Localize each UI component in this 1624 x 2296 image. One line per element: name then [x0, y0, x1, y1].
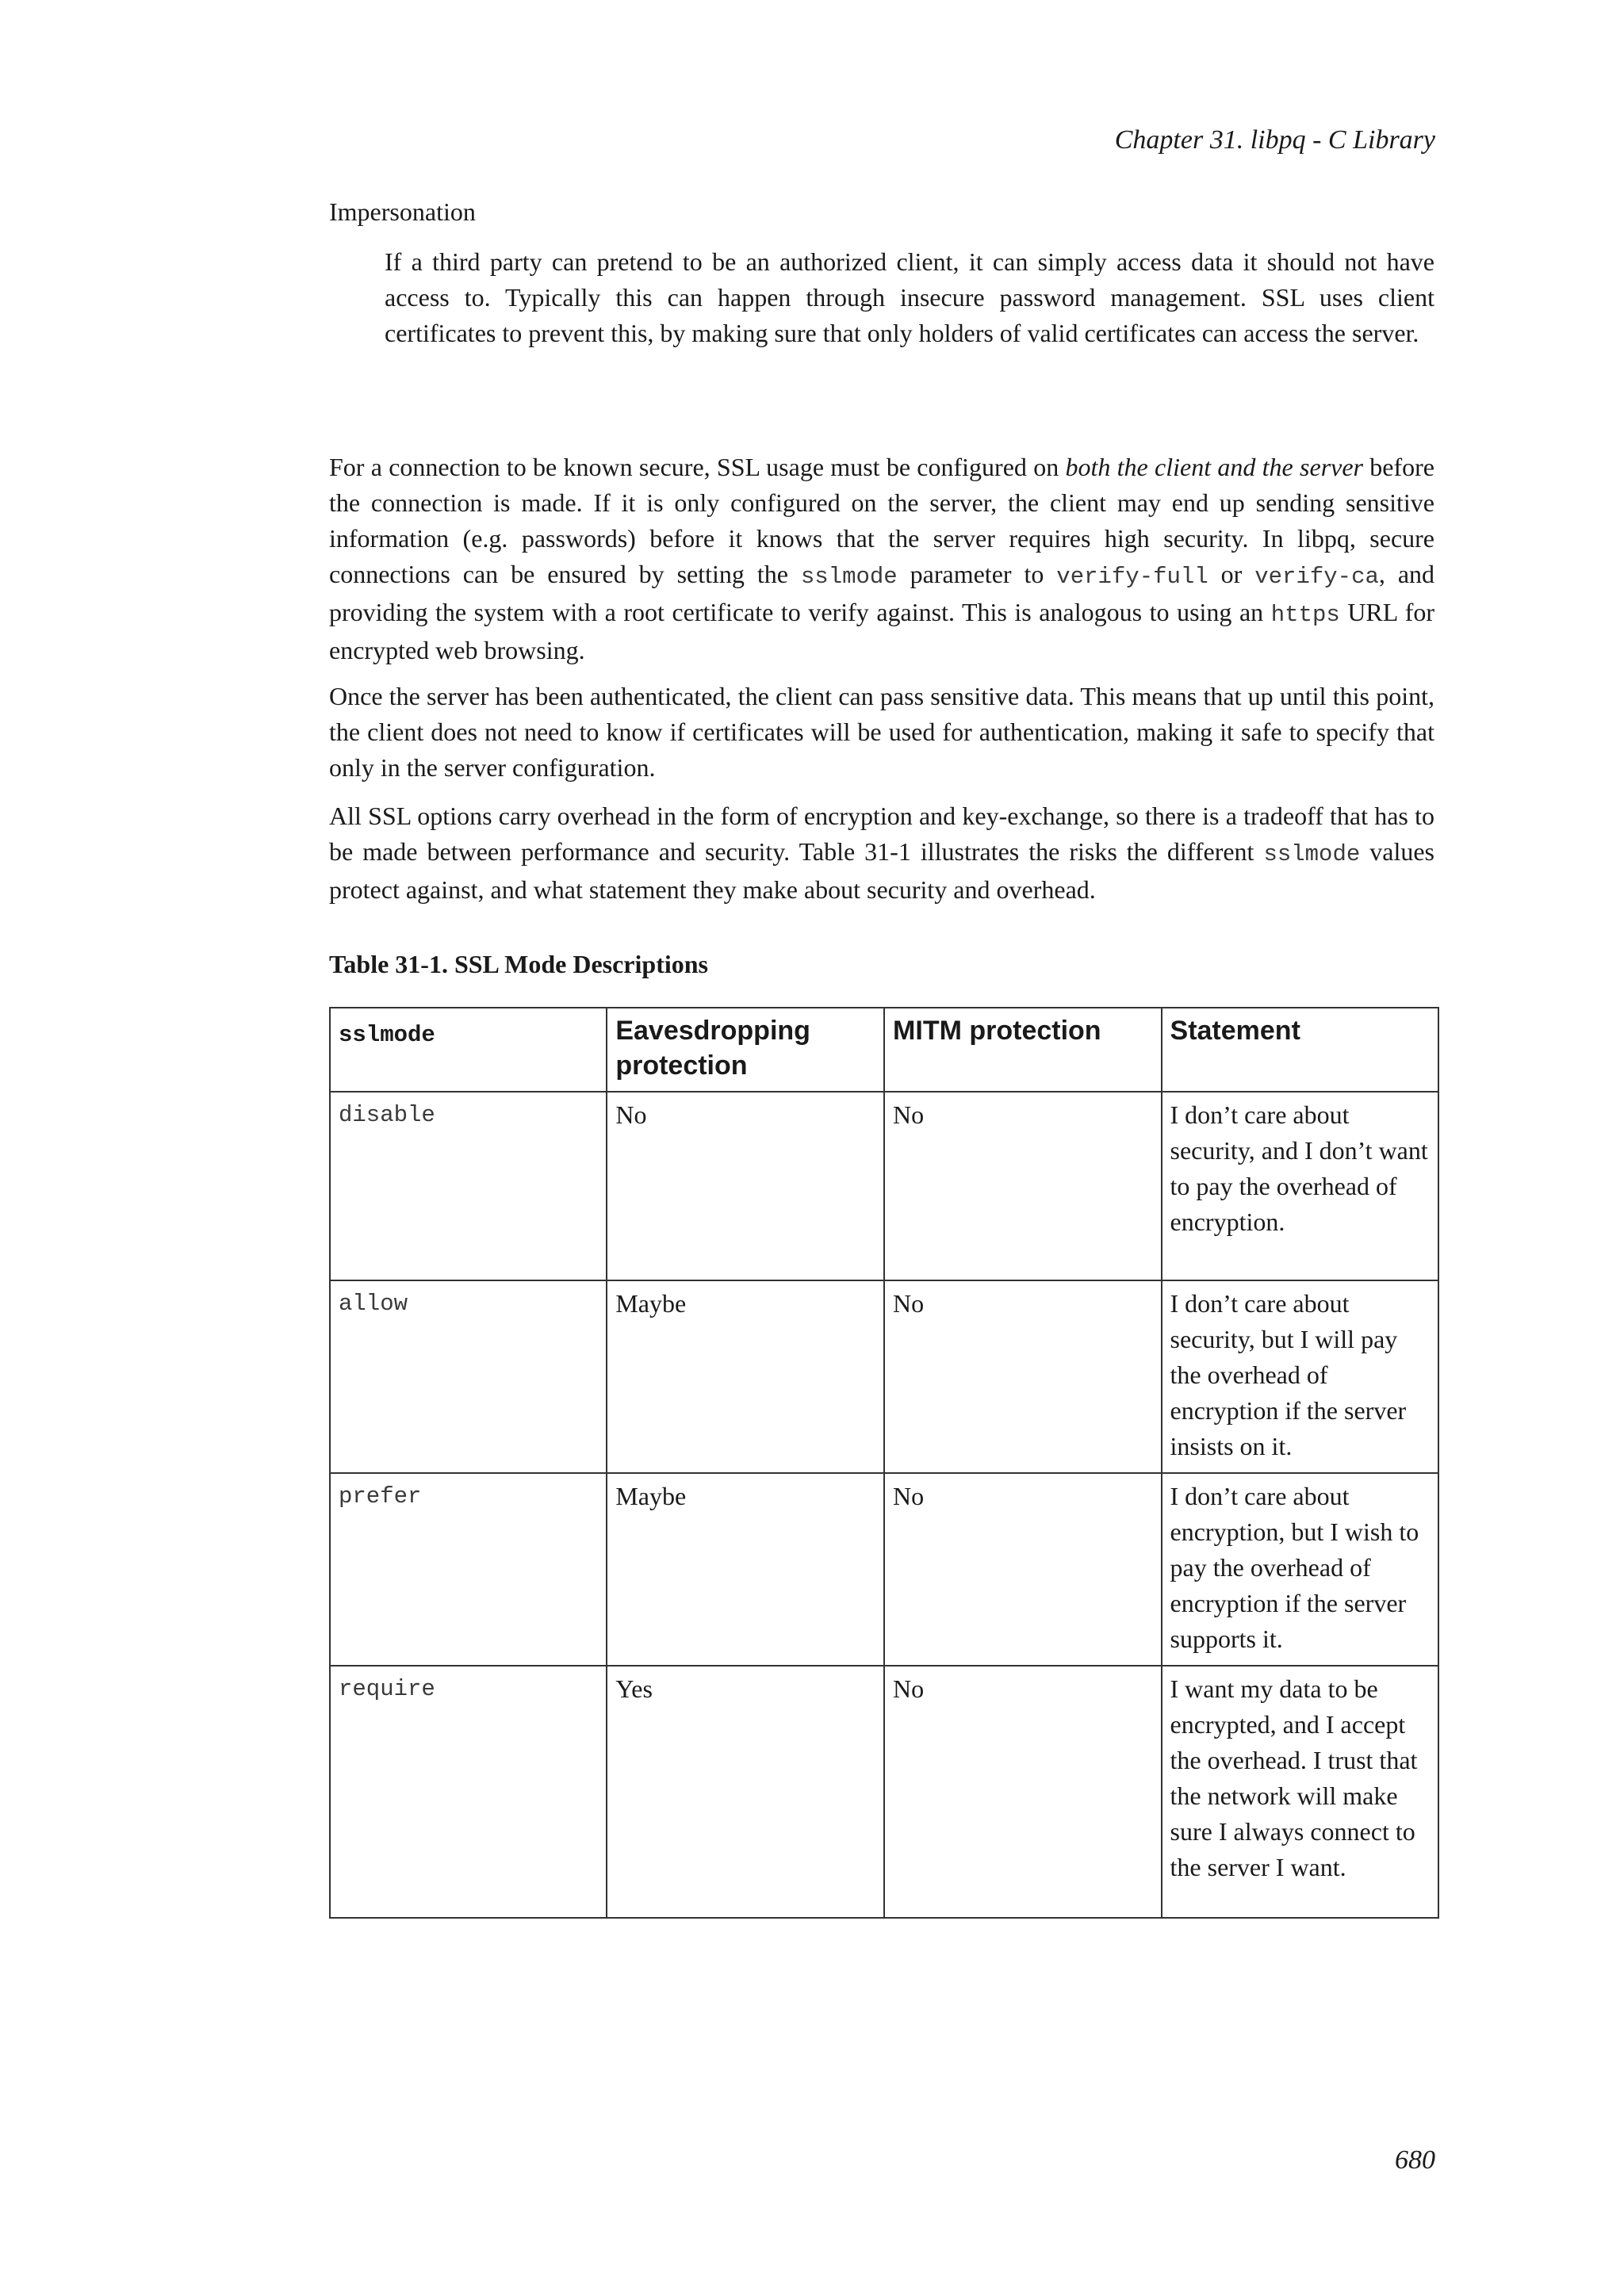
running-header: Chapter 31. libpq - C Library — [1114, 125, 1435, 155]
cell-eavesdropping: Yes — [607, 1666, 884, 1918]
cell-mitm: No — [884, 1280, 1161, 1473]
cell-eavesdropping: No — [607, 1092, 884, 1280]
text-segment: For a connection to be known secure, SSL usage must be configured on — [329, 453, 1066, 481]
table-row — [330, 1473, 1438, 1666]
cell-sslmode: prefer — [330, 1473, 607, 1666]
text-segment: , and providing the system with a root certificate to verify against. This is analogous to using an — [329, 560, 1435, 626]
text-segment: URL for encrypted web browsing. — [329, 598, 1434, 664]
table-header-row — [330, 1008, 1438, 1092]
cell-statement: I don’t care about security, but I will pay the overhead of encryption if the server insists on it. — [1162, 1280, 1438, 1473]
definition-description: If a third party can pretend to be an authorized client, it can simply access data it should not have access to. Typically this can happen through insecure password management. SSL uses client certificates to prevent this, by making sure that only holders of valid certificates can access the server. — [385, 247, 1434, 347]
table-row — [330, 1092, 1438, 1280]
text-segment: parameter to — [897, 560, 1057, 588]
table-title: Table 31-1. SSL Mode Descriptions — [329, 950, 708, 978]
paragraph-ssl-configuration — [329, 450, 1434, 668]
cell-sslmode: allow — [330, 1280, 607, 1473]
text-segment: or — [1208, 560, 1255, 588]
definition-term: Impersonation — [329, 197, 476, 226]
cell-statement: I want my data to be encrypted, and I accept the overhead. I trust that the network will make sure I always connect to the server I want. — [1162, 1666, 1438, 1918]
cell-statement: I don’t care about encryption, but I wish to pay the overhead of encryption if the server supports it. — [1162, 1473, 1438, 1666]
cell-sslmode: disable — [330, 1092, 607, 1280]
ssl-mode-table — [329, 1007, 1439, 1919]
column-header-mitm: MITM protection — [884, 1008, 1161, 1092]
text-segment: All SSL options carry overhead in the form of encryption and key-exchange, so there is a tradeoff that has to be made between performance and security. Table 31-1 illustrates the risks the different — [329, 802, 1434, 866]
code-verify-ca: verify-ca — [1254, 564, 1379, 590]
page-number: 680 — [1395, 2145, 1435, 2175]
text-segment: before the connection is made. If it is only configured on the server, the client may end up sending sensitive information (e.g. passwords) before it knows that the server requires high security. In libpq, secure connections can be ensured by setting the — [329, 453, 1435, 588]
text-segment: values protect against, and what statement they make about security and overhead. — [329, 837, 1435, 904]
cell-eavesdropping: Maybe — [607, 1280, 884, 1473]
column-header-sslmode: sslmode — [330, 1008, 607, 1092]
paragraph-overhead — [329, 798, 1434, 908]
cell-mitm: No — [884, 1666, 1161, 1918]
cell-statement: I don’t care about security, and I don’t want to pay the overhead of encryption. — [1162, 1092, 1438, 1280]
code-https: https — [1270, 602, 1340, 628]
cell-mitm: No — [884, 1473, 1161, 1666]
code-sslmode: sslmode — [1263, 841, 1361, 867]
code-verify-full: verify-full — [1056, 564, 1208, 590]
table-row — [330, 1666, 1438, 1918]
code-sslmode: sslmode — [800, 564, 898, 590]
paragraph-authentication: Once the server has been authenticated, the client can pass sensitive data. This means that up until this point, the client does not need to know if certificates will be used for authentication, making it safe to specify that only in the server configuration. — [329, 682, 1434, 782]
column-header-statement: Statement — [1162, 1008, 1438, 1092]
cell-mitm: No — [884, 1092, 1161, 1280]
cell-sslmode: require — [330, 1666, 607, 1918]
table-row — [330, 1280, 1438, 1473]
cell-eavesdropping: Maybe — [607, 1473, 884, 1666]
column-header-eavesdropping: Eavesdropping protection — [607, 1008, 884, 1092]
emphasis-text: both the client and the server — [1065, 453, 1364, 481]
